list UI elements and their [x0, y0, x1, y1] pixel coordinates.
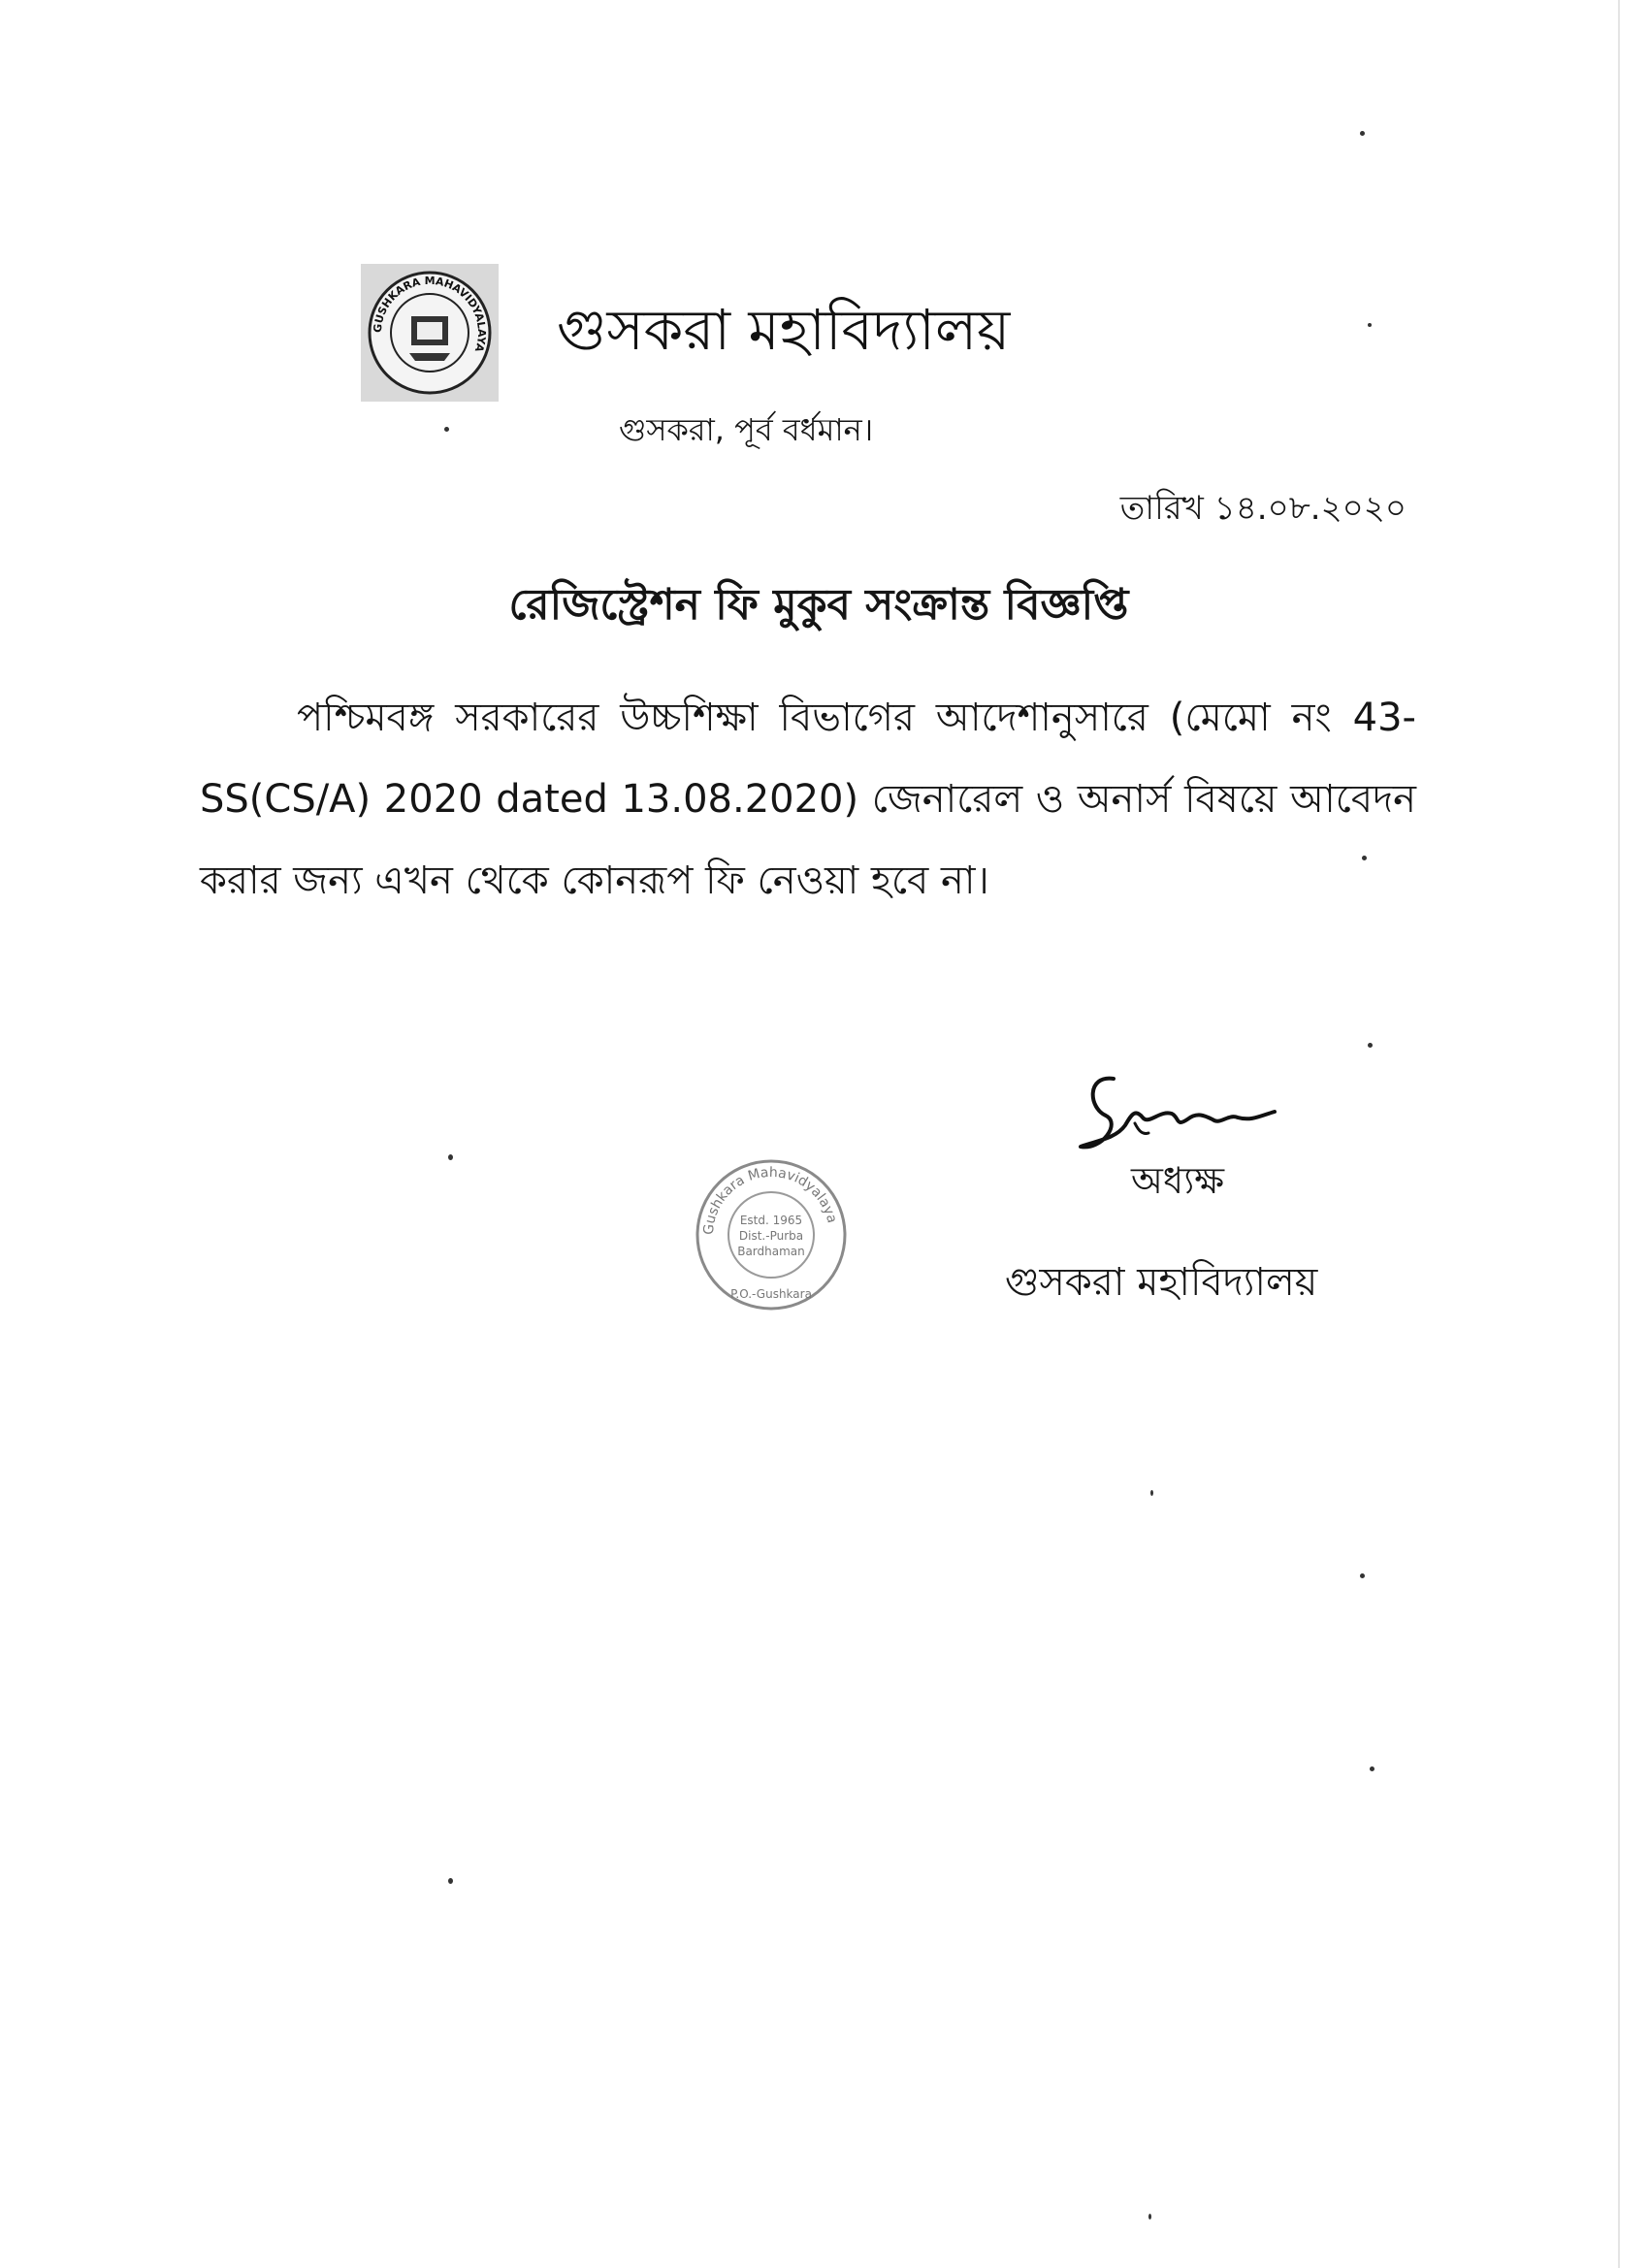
- logo-ring-text: GUSHKARA MAHAVIDYALAYA: [371, 274, 489, 354]
- scan-speck: [444, 427, 449, 432]
- college-logo: [361, 264, 499, 402]
- signatory-title: অধ্যক্ষ: [1131, 1159, 1225, 1202]
- college-name: গুসকরা মহাবিদ্যালয়: [557, 297, 1011, 363]
- stamp-estd: Estd. 1965: [739, 1214, 803, 1227]
- college-address: গুসকরা, পূর্ব বর্ধমান।: [619, 411, 874, 448]
- scan-speck: [448, 1878, 453, 1884]
- college-seal-icon: [361, 264, 499, 402]
- notice-heading: রেজিস্ট্রেশন ফি মুকুব সংক্রান্ত বিজ্ঞপ্তি: [508, 580, 1129, 630]
- scan-edge: [1618, 0, 1620, 2268]
- scan-speck: [448, 1154, 453, 1160]
- scan-speck: [1360, 1573, 1365, 1578]
- stamp-seal-icon: [689, 1152, 854, 1317]
- office-stamp: [689, 1152, 854, 1317]
- scan-speck: [1360, 131, 1365, 136]
- stamp-district: Dist.-Purba: [738, 1229, 804, 1243]
- scan-speck: [1368, 1043, 1373, 1048]
- stamp-po: P.O.-Gushkara: [730, 1287, 812, 1301]
- stamp-place: Bardhaman: [737, 1245, 805, 1258]
- notice-body: পশ্চিমবঙ্গ সরকারের উচ্চশিক্ষা বিভাগের আদেশানুসারে (মেমো নং 43-SS(CS/A) 2020 dated 13.08.2020) জেনারেল ও অনার্স বিষয়ে আবেদন করার জন্য এখন থেকে কোনরূপ ফি নেওয়া হবে না।: [200, 696, 1416, 903]
- scan-speck: [1150, 1490, 1153, 1496]
- signatory-institution: গুসকরা মহাবিদ্যালয়: [1005, 1260, 1318, 1305]
- scan-speck: [1148, 2214, 1151, 2219]
- scan-speck: [1368, 323, 1372, 327]
- scan-speck: [1370, 1766, 1374, 1771]
- notice-date: তারিখ ১৪.০৮.২০২০: [1119, 489, 1406, 528]
- stamp-ring-text: Gushkara Mahavidyalaya: [700, 1164, 840, 1236]
